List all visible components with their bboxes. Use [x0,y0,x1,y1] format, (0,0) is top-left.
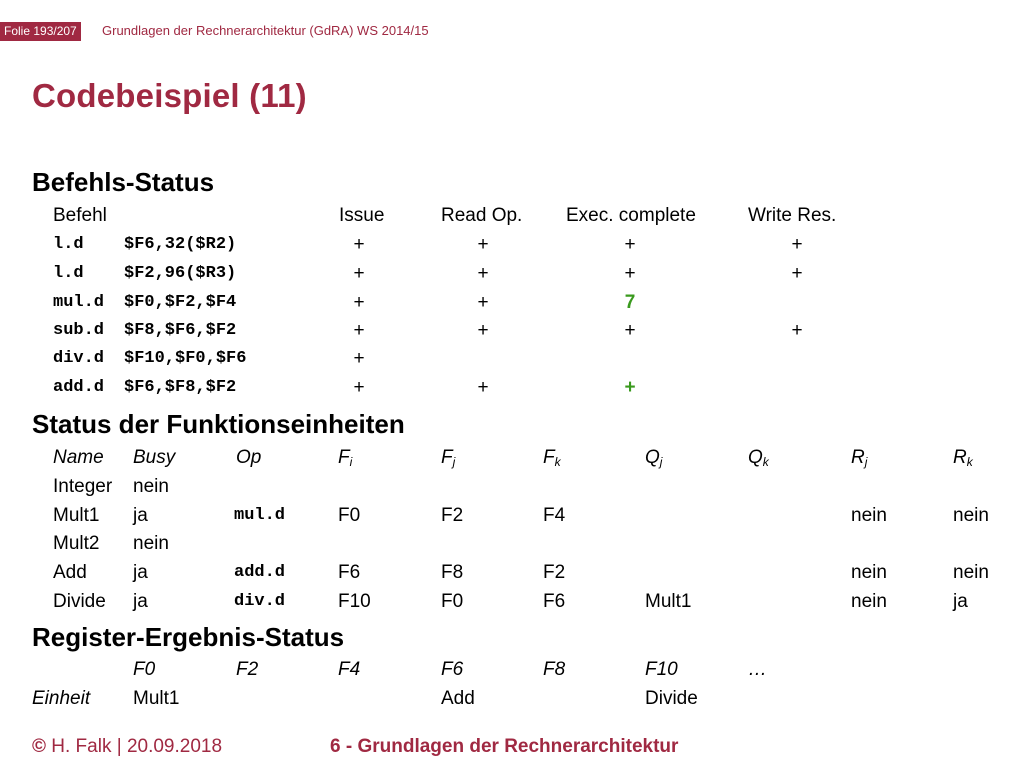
fu-cell-rj: nein [851,591,887,612]
fu-header-subscript: j [864,455,868,469]
fu-cell-rk: ja [953,591,968,612]
fu-cell-name: Mult1 [53,505,100,526]
status-read: + [477,292,489,313]
fu-header-base: Q [645,447,660,468]
status-issue: + [353,320,365,341]
fu-column-header [338,447,352,469]
fu-header-base: F [543,447,555,468]
status-exec: + [624,263,636,284]
status-issue: + [353,263,365,284]
fu-header-subscript: k [554,455,561,469]
fu-column-header [851,447,867,469]
fu-header-base: Q [748,447,763,468]
footer-author-text: H. Falk | 20.09.2018 [51,736,223,757]
fu-column-header [748,447,769,469]
copyright-icon: © [32,736,46,757]
fu-header-base: Name [53,447,104,468]
fu-column-header [53,447,104,469]
register-name: F0 [133,659,156,680]
course-title: Grundlagen der Rechnerarchitektur (GdRA) WS 2014/15 [102,23,429,38]
instruction-opcode: l.d [53,235,84,254]
instruction-opcode: sub.d [53,321,105,340]
register-unit: Divide [645,688,698,709]
register-name: F2 [236,659,259,680]
register-unit: Mult1 [133,688,180,709]
fu-cell-op: mul.d [234,506,286,525]
funktionseinheiten-heading: Status der Funktionseinheiten [32,409,405,439]
fu-cell-fi: F6 [338,562,361,583]
befehl-column-header: Befehl [53,205,107,226]
register-name: … [748,659,767,680]
fu-cell-name: Divide [53,591,106,612]
fu-column-header [645,447,662,469]
fu-cell-fj: F8 [441,562,464,583]
fu-cell-rj: nein [851,505,887,526]
register-name: F6 [441,659,464,680]
status-write: + [791,234,803,255]
fu-cell-fk: F2 [543,562,566,583]
fu-header-subscript: k [762,455,769,469]
instruction-operands: $F2,96($R3) [124,264,237,283]
fu-header-base: F [338,447,350,468]
fu-cell-busy: ja [133,505,148,526]
fu-cell-rk: nein [953,505,989,526]
instruction-opcode: l.d [53,264,84,283]
register-name: F10 [645,659,678,680]
status-write: + [791,263,803,284]
status-read: + [477,377,489,398]
fu-cell-name: Integer [53,476,113,497]
register-unit: Add [441,688,475,709]
fu-cell-fk: F4 [543,505,566,526]
fu-cell-qj: Mult1 [645,591,692,612]
fu-cell-op: add.d [234,563,286,582]
fu-cell-fi: F0 [338,505,361,526]
slide-title: Codebeispiel (11) [32,77,307,114]
status-issue: + [353,377,365,398]
status-issue: + [353,234,365,255]
fu-column-header [441,447,455,469]
fu-cell-fk: F6 [543,591,566,612]
fu-cell-busy: ja [133,591,148,612]
status-exec: + [624,234,636,255]
fu-cell-fi: F10 [338,591,371,612]
fu-header-subscript: j [452,455,456,469]
fu-cell-op: div.d [234,592,286,611]
befehl-column-header: Exec. complete [566,205,696,226]
fu-cell-rk: nein [953,562,989,583]
fu-header-base: R [953,447,967,468]
fu-column-header [543,447,561,469]
fu-header-base: F [441,447,453,468]
status-read: + [477,263,489,284]
slide-number-badge: Folie 193/207 [0,22,81,41]
status-exec: + [624,320,636,341]
instruction-operands: $F8,$F6,$F2 [124,321,237,340]
fu-column-header [236,447,261,469]
status-exec: 7 [624,292,636,313]
status-issue: + [353,348,365,369]
fu-header-subscript: j [659,455,663,469]
fu-column-header [953,447,973,469]
status-issue: + [353,292,365,313]
fu-cell-fj: F0 [441,591,464,612]
fu-header-subscript: i [349,455,353,469]
status-read: + [477,234,489,255]
instruction-operands: $F10,$F0,$F6 [124,349,247,368]
register-row-label: Einheit [32,688,91,709]
befehl-column-header: Issue [339,205,385,226]
instruction-opcode: div.d [53,349,105,368]
instruction-opcode: mul.d [53,293,105,312]
instruction-opcode: add.d [53,378,105,397]
befehl-column-header: Write Res. [748,205,837,226]
fu-header-base: R [851,447,865,468]
instruction-operands: $F0,$F2,$F4 [124,293,237,312]
instruction-operands: $F6,32($R2) [124,235,237,254]
fu-cell-busy: ja [133,562,148,583]
fu-cell-name: Add [53,562,87,583]
status-exec: + [624,377,636,398]
befehls-status-heading: Befehls-Status [32,167,215,197]
fu-header-subscript: k [966,455,973,469]
instruction-operands: $F6,$F8,$F2 [124,378,237,397]
fu-column-header [133,447,175,469]
fu-cell-fj: F2 [441,505,464,526]
fu-cell-rj: nein [851,562,887,583]
fu-cell-name: Mult2 [53,533,100,554]
register-name: F4 [338,659,361,680]
befehl-column-header: Read Op. [441,205,523,226]
footer-author [32,736,222,758]
status-read: + [477,320,489,341]
register-name: F8 [543,659,566,680]
footer-chapter: 6 - Grundlagen der Rechnerarchitektur [330,736,679,757]
fu-header-base: Op [236,447,262,468]
register-status-heading: Register-Ergebnis-Status [32,622,345,652]
fu-cell-busy: nein [133,533,169,554]
status-write: + [791,320,803,341]
fu-cell-busy: nein [133,476,169,497]
fu-header-base: Busy [133,447,176,468]
